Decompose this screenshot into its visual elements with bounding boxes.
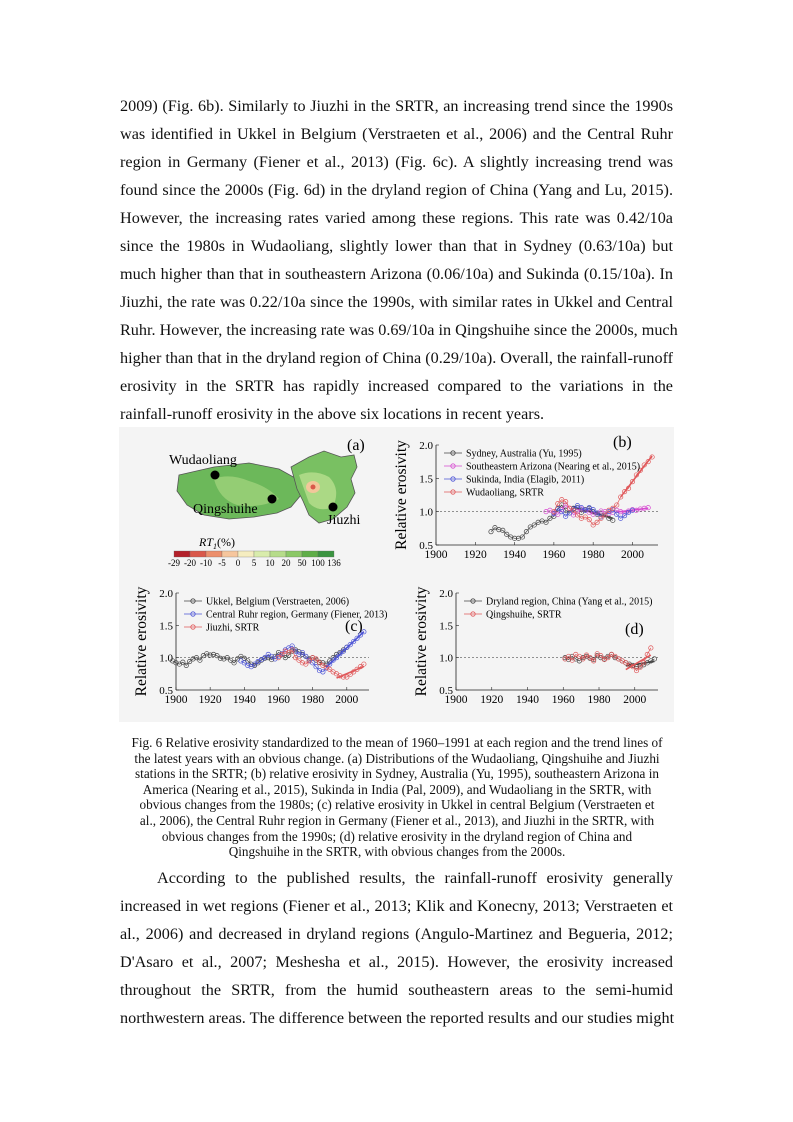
legend-label: Qingshuihe, SRTR — [486, 609, 562, 621]
x-tick-label: 1980 — [301, 694, 325, 706]
y-tick-label: 1.5 — [439, 620, 453, 633]
x-tick-label: 1920 — [463, 549, 487, 561]
y-tick-label: 2.0 — [159, 588, 173, 600]
site-marker-jiuzhi — [329, 503, 338, 512]
caption-line: Fig. 6 Relative erosivity standardized to the mean of 1960–1991 at each region and the trend lines of — [131, 735, 663, 750]
x-tick-label: 1940 — [503, 549, 527, 561]
legend-swatch — [254, 551, 270, 557]
caption-line: America (Nearing et al., 2015), Sukinda in India (Pal, 2009), and Wudaoliang in the SRTR, with — [142, 781, 652, 797]
y-tick-label: 0.5 — [159, 685, 173, 697]
x-tick-label: 1980 — [581, 549, 605, 561]
legend-label: Wudaoliang, SRTR — [466, 487, 544, 499]
y-tick-label: 2.0 — [439, 588, 453, 600]
legend-tick-label: -5 — [218, 558, 226, 568]
x-tick-label: 1940 — [516, 694, 540, 706]
y-tick-label: 2.0 — [419, 440, 433, 452]
x-tick-label: 1920 — [480, 694, 504, 706]
legend-tick-label: -20 — [184, 558, 196, 568]
x-tick-label: 1900 — [164, 694, 188, 706]
legend-swatch — [190, 551, 206, 557]
legend-label: Sydney, Australia (Yu, 1995) — [466, 448, 582, 460]
legend-swatch — [270, 551, 286, 557]
legend-tick-label: 5 — [251, 558, 257, 568]
text-line: northwestern areas. The difference between the reported results and our studies might — [120, 1009, 675, 1027]
text-line: region in Germany (Fiener et al., 2013) (Fig. 6c). A slightly increasing trend was — [120, 153, 673, 171]
legend-swatch — [286, 551, 302, 557]
legend-swatch — [222, 551, 238, 557]
y-axis-label: Relative erosivity — [393, 440, 410, 550]
x-tick-label: 2000 — [335, 694, 359, 706]
x-tick-label: 1920 — [198, 694, 222, 706]
legend-label: Southeastern Arizona (Nearing et al., 2015) — [466, 461, 641, 473]
map-panel — [168, 437, 365, 568]
text-line: D'Asaro et al., 2007; Meshesha et al., 2015). However, the erosivity increased — [120, 953, 673, 971]
legend-swatch — [318, 551, 334, 557]
y-tick-label: 0.5 — [419, 540, 433, 552]
caption-line: obvious changes from the 1990s; (d) relative erosivity in the dryland region of China and — [161, 828, 633, 844]
text-line: since the 1980s in Wudaoliang, slightly lower than that in Sydney (0.63/10a) but — [120, 237, 673, 255]
site-label-jiuzhi: Jiuzhi — [327, 513, 361, 528]
text-line: According to the published results, the rainfall-runoff erosivity generally — [157, 869, 673, 887]
x-tick-label: 2000 — [623, 694, 647, 706]
figure-6 — [119, 427, 674, 722]
map-hotspot-core — [311, 485, 316, 490]
x-tick-label: 1900 — [444, 694, 468, 706]
y-axis-label: Relative erosivity — [133, 586, 150, 697]
x-tick-label: 1980 — [587, 694, 611, 706]
y-tick-label: 1.0 — [159, 652, 173, 665]
x-tick-label: 1960 — [266, 694, 290, 706]
legend-tick-label: 136 — [327, 558, 341, 568]
caption-line: Qingshuihe in the SRTR, with obvious changes from the 2000s. — [228, 844, 566, 860]
text-line: erosivity in the SRTR has rapidly increased compared to the variations in the — [120, 377, 673, 395]
panel-label-a: (a) — [347, 437, 365, 454]
y-axis-label: Relative erosivity — [413, 586, 430, 697]
legend-title: $RT_1(\%)$ — [199, 535, 236, 551]
legend-swatch — [174, 551, 190, 557]
x-tick-label: 1960 — [551, 694, 575, 706]
text-line: However, the increasing rates varied among these regions. This rate was 0.42/10a — [120, 209, 673, 227]
text-line: increased in wet regions (Fiener et al., 2013; Klik and Konecny, 2013; Verstraeten et — [120, 897, 673, 915]
panel-label-c: (c) — [345, 618, 363, 635]
legend-swatch — [238, 551, 254, 557]
panel-label-b: (b) — [613, 434, 632, 451]
y-tick-label: 1.5 — [419, 473, 433, 486]
legend-tick-label: 10 — [265, 558, 275, 568]
caption-line: obvious changes from the 1980s; (c) relative erosivity in Ukkel in central Belgium (Verstraeten et — [139, 797, 655, 813]
y-tick-label: 0.5 — [439, 685, 453, 697]
site-marker-qingshuihe — [268, 495, 277, 504]
legend-label: Sukinda, India (Elagib, 2011) — [466, 474, 585, 486]
trend-line — [337, 666, 364, 678]
legend-tick-label: 100 — [311, 558, 325, 568]
text-line: 2009) (Fig. 6b). Similarly to Jiuzhi in the SRTR, an increasing trend since the 1990s — [120, 97, 673, 115]
paragraph-2 — [120, 864, 673, 1032]
chart-panel-b — [393, 434, 658, 561]
paragraph-1 — [120, 92, 678, 428]
site-marker-wudaoliang — [211, 471, 220, 480]
text-line: Ruhr. However, the increasing rate was 0.69/10a in Qingshuihe since the 2000s, much — [120, 321, 678, 339]
data-point — [362, 662, 366, 666]
legend-tick-label: 0 — [235, 558, 241, 568]
trend-line — [326, 632, 364, 668]
text-line: al., 2006) and decreased in dryland regions (Angulo-Martinez and Begueria, 2012; — [120, 925, 673, 943]
text-line: found since the 2000s (Fig. 6d) in the dryland region of China (Yang and Lu, 2015). — [120, 181, 673, 199]
caption-line: the latest years with an obvious change. (a) Distributions of the Wudaoliang, Qingshuihe and Jiuzhi — [134, 750, 660, 766]
text-line: much higher than that in southeastern Arizona (0.06/10a) and Sukinda (0.15/10a). In — [120, 265, 673, 283]
legend-label: Dryland region, China (Yang et al., 2015) — [486, 596, 653, 608]
y-tick-label: 1.0 — [419, 506, 433, 519]
panel-label-d: (d) — [625, 621, 644, 638]
color-legend — [168, 551, 341, 568]
x-tick-label: 1940 — [232, 694, 256, 706]
legend-swatch — [206, 551, 222, 557]
y-tick-label: 1.0 — [439, 652, 453, 665]
x-tick-label: 1960 — [542, 549, 566, 561]
chart-panel-d — [413, 586, 658, 706]
caption-line: al., 2006), the Central Ruhr region in Germany (Fiener et al., 2013), and Jiuzhi in the SRTR, with — [139, 812, 655, 828]
legend-label: Central Ruhr region, Germany (Fiener, 2013) — [206, 609, 388, 621]
legend-tick-label: 50 — [297, 558, 307, 568]
site-label-qingshuihe: Qingshuihe — [193, 502, 258, 517]
legend-swatch — [302, 551, 318, 557]
data-point — [489, 529, 493, 533]
text-line: rainfall-runoff erosivity in the above six locations in recent years. — [120, 405, 545, 423]
x-tick-label: 2000 — [620, 549, 644, 561]
text-line: throughout the SRTR, from the humid southeastern areas to the semi-humid — [120, 981, 673, 999]
data-point — [611, 518, 615, 522]
text-line: Jiuzhi, the rate was 0.22/10a since the 1990s, with similar rates in Ukkel and Central — [120, 293, 673, 311]
legend-tick-label: -10 — [200, 558, 212, 568]
text-line: was identified in Ukkel in Belgium (Verstraeten et al., 2006) and the Central Ruhr — [120, 125, 673, 143]
figure-caption — [117, 735, 677, 860]
text-line: higher than that in the dryland region of China (0.29/10a). Overall, the rainfall-runoff — [120, 349, 674, 367]
legend-tick-label: -29 — [168, 558, 180, 568]
y-tick-label: 1.5 — [159, 620, 173, 633]
site-label-wudaoliang: Wudaoliang — [169, 453, 237, 468]
legend-label: Ukkel, Belgium (Verstraeten, 2006) — [206, 596, 350, 608]
x-tick-label: 1900 — [424, 549, 448, 561]
legend-label: Jiuzhi, SRTR — [206, 622, 260, 634]
legend-tick-label: 20 — [281, 558, 291, 568]
figure-6-graphic — [119, 427, 674, 722]
chart-panel-c — [133, 586, 388, 706]
caption-line: stations in the SRTR; (b) relative erosivity in Sydney, Australia (Yu, 1995), southeastern Arizona in — [135, 766, 659, 782]
